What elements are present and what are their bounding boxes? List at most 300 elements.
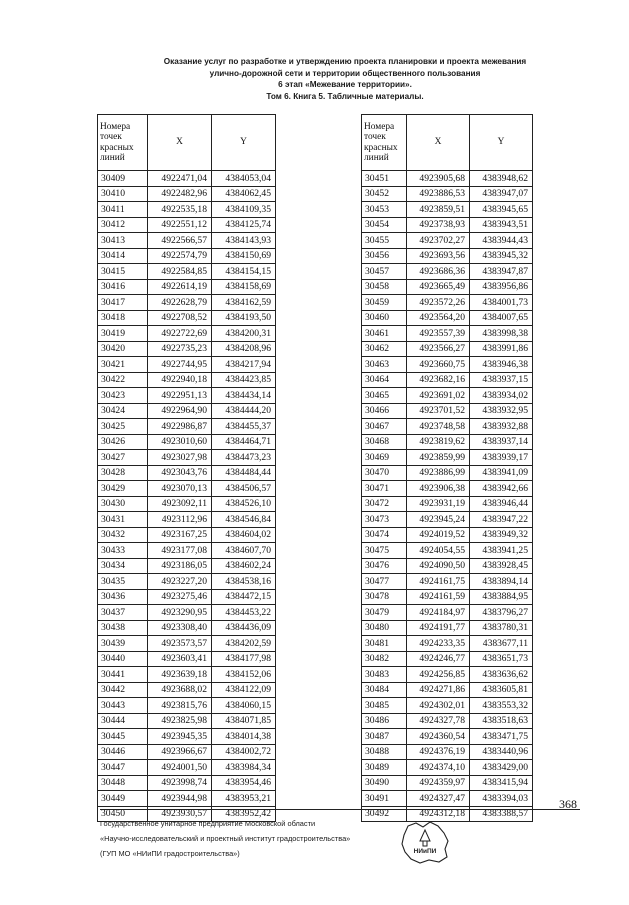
table-row <box>362 543 533 559</box>
cell-y-coordinate: 4384436,09 <box>212 620 276 636</box>
table-row <box>98 527 276 543</box>
cell-y-coordinate: 4383429,00 <box>470 760 533 776</box>
cell-x-coordinate: 4923564,20 <box>407 310 470 326</box>
coordinates-table-right <box>361 114 533 822</box>
table-row <box>98 543 276 559</box>
table-row <box>98 775 276 791</box>
cell-y-coordinate: 4383651,73 <box>470 651 533 667</box>
cell-point-number: 30416 <box>98 279 148 295</box>
column-header-y: Y <box>212 115 276 171</box>
table-row <box>98 744 276 760</box>
cell-point-number: 30426 <box>98 434 148 450</box>
table-row <box>362 512 533 528</box>
table-row <box>362 713 533 729</box>
cell-y-coordinate: 4383937,15 <box>470 372 533 388</box>
cell-x-coordinate: 4922735,23 <box>148 341 212 357</box>
cell-y-coordinate: 4383956,86 <box>470 279 533 295</box>
cell-point-number: 30423 <box>98 388 148 404</box>
table-row <box>98 450 276 466</box>
cell-x-coordinate: 4924191,77 <box>407 620 470 636</box>
table-row <box>98 341 276 357</box>
cell-x-coordinate: 4923660,75 <box>407 357 470 373</box>
cell-y-coordinate: 4383932,95 <box>470 403 533 419</box>
cell-point-number: 30410 <box>98 186 148 202</box>
table-row <box>98 574 276 590</box>
header-line-4: Том 6. Книга 5. Табличные материалы. <box>266 91 424 101</box>
cell-x-coordinate: 4923043,76 <box>148 465 212 481</box>
cell-y-coordinate: 4383636,62 <box>470 667 533 683</box>
cell-x-coordinate: 4924256,85 <box>407 667 470 683</box>
cell-point-number: 30482 <box>362 651 407 667</box>
cell-x-coordinate: 4923027,98 <box>148 450 212 466</box>
cell-point-number: 30420 <box>98 341 148 357</box>
cell-point-number: 30452 <box>362 186 407 202</box>
cell-point-number: 30444 <box>98 713 148 729</box>
table-row <box>98 248 276 264</box>
cell-point-number: 30413 <box>98 233 148 249</box>
table-body-right <box>362 171 533 822</box>
header-line-3: 6 этап «Межевание территории». <box>278 80 412 89</box>
cell-x-coordinate: 4923186,05 <box>148 558 212 574</box>
table-row <box>362 465 533 481</box>
table-row <box>98 217 276 233</box>
cell-x-coordinate: 4923966,67 <box>148 744 212 760</box>
cell-y-coordinate: 4383943,51 <box>470 217 533 233</box>
cell-y-coordinate: 4383942,66 <box>470 481 533 497</box>
cell-y-coordinate: 4384071,85 <box>212 713 276 729</box>
cell-point-number: 30415 <box>98 264 148 280</box>
cell-x-coordinate: 4924374,10 <box>407 760 470 776</box>
cell-x-coordinate: 4923603,41 <box>148 651 212 667</box>
cell-y-coordinate: 4383952,42 <box>212 806 276 822</box>
cell-x-coordinate: 4924302,01 <box>407 698 470 714</box>
cell-y-coordinate: 4383796,27 <box>470 605 533 621</box>
cell-y-coordinate: 4383947,87 <box>470 264 533 280</box>
cell-point-number: 30450 <box>98 806 148 822</box>
cell-x-coordinate: 4922722,69 <box>148 326 212 342</box>
cell-point-number: 30487 <box>362 729 407 745</box>
cell-x-coordinate: 4922940,18 <box>148 372 212 388</box>
nipi-logo-icon <box>396 817 454 867</box>
cell-y-coordinate: 4383991,86 <box>470 341 533 357</box>
cell-point-number: 30471 <box>362 481 407 497</box>
cell-point-number: 30429 <box>98 481 148 497</box>
cell-x-coordinate: 4923886,53 <box>407 186 470 202</box>
cell-y-coordinate: 4384484,44 <box>212 465 276 481</box>
table-row <box>98 760 276 776</box>
cell-y-coordinate: 4384455,37 <box>212 419 276 435</box>
table-row <box>362 264 533 280</box>
cell-x-coordinate: 4923308,40 <box>148 620 212 636</box>
cell-y-coordinate: 4384053,04 <box>212 171 276 187</box>
cell-y-coordinate: 4384162,59 <box>212 295 276 311</box>
footer-line-2: «Научно-исследовательский и проектный институт градостроительства» <box>100 834 351 843</box>
cell-x-coordinate: 4924312,18 <box>407 806 470 822</box>
cell-y-coordinate: 4384602,24 <box>212 558 276 574</box>
table-row <box>362 760 533 776</box>
cell-y-coordinate: 4383937,14 <box>470 434 533 450</box>
cell-point-number: 30463 <box>362 357 407 373</box>
cell-x-coordinate: 4922628,79 <box>148 295 212 311</box>
cell-point-number: 30419 <box>98 326 148 342</box>
cell-y-coordinate: 4383946,44 <box>470 496 533 512</box>
table-row <box>362 791 533 807</box>
cell-y-coordinate: 4383941,09 <box>470 465 533 481</box>
cell-y-coordinate: 4383884,95 <box>470 589 533 605</box>
cell-point-number: 30480 <box>362 620 407 636</box>
cell-point-number: 30479 <box>362 605 407 621</box>
cell-point-number: 30425 <box>98 419 148 435</box>
cell-y-coordinate: 4384109,35 <box>212 202 276 218</box>
table-row <box>362 279 533 295</box>
cell-point-number: 30492 <box>362 806 407 822</box>
table-row <box>98 465 276 481</box>
cell-x-coordinate: 4922551,12 <box>148 217 212 233</box>
cell-point-number: 30433 <box>98 543 148 559</box>
cell-y-coordinate: 4383471,75 <box>470 729 533 745</box>
table-row <box>362 403 533 419</box>
cell-y-coordinate: 4384472,15 <box>212 589 276 605</box>
cell-x-coordinate: 4923886,99 <box>407 465 470 481</box>
table-row <box>362 558 533 574</box>
table-row <box>98 512 276 528</box>
cell-x-coordinate: 4922574,79 <box>148 248 212 264</box>
cell-y-coordinate: 4383998,38 <box>470 326 533 342</box>
column-header-x: X <box>407 115 470 171</box>
cell-point-number: 30421 <box>98 357 148 373</box>
cell-point-number: 30443 <box>98 698 148 714</box>
cell-point-number: 30455 <box>362 233 407 249</box>
cell-y-coordinate: 4384607,70 <box>212 543 276 559</box>
cell-x-coordinate: 4922708,52 <box>148 310 212 326</box>
cell-y-coordinate: 4383780,31 <box>470 620 533 636</box>
table-row <box>362 248 533 264</box>
cell-y-coordinate: 4384143,93 <box>212 233 276 249</box>
cell-y-coordinate: 4383946,38 <box>470 357 533 373</box>
cell-point-number: 30464 <box>362 372 407 388</box>
table-row <box>98 698 276 714</box>
cell-x-coordinate: 4923691,02 <box>407 388 470 404</box>
cell-x-coordinate: 4922744,95 <box>148 357 212 373</box>
cell-x-coordinate: 4923070,13 <box>148 481 212 497</box>
cell-y-coordinate: 4383928,45 <box>470 558 533 574</box>
table-row <box>98 186 276 202</box>
cell-x-coordinate: 4923859,51 <box>407 202 470 218</box>
cell-point-number: 30483 <box>362 667 407 683</box>
cell-point-number: 30441 <box>98 667 148 683</box>
cell-y-coordinate: 4383945,32 <box>470 248 533 264</box>
table-row <box>98 419 276 435</box>
cell-point-number: 30489 <box>362 760 407 776</box>
table-row <box>98 388 276 404</box>
cell-y-coordinate: 4383394,03 <box>470 791 533 807</box>
cell-y-coordinate: 4384125,74 <box>212 217 276 233</box>
cell-x-coordinate: 4924184,97 <box>407 605 470 621</box>
table-row <box>98 620 276 636</box>
table-row <box>362 171 533 187</box>
cell-y-coordinate: 4384604,02 <box>212 527 276 543</box>
cell-y-coordinate: 4384546,84 <box>212 512 276 528</box>
cell-point-number: 30467 <box>362 419 407 435</box>
cell-y-coordinate: 4384473,23 <box>212 450 276 466</box>
cell-y-coordinate: 4384423,85 <box>212 372 276 388</box>
cell-point-number: 30476 <box>362 558 407 574</box>
table-row <box>98 171 276 187</box>
column-header-y: Y <box>470 115 533 171</box>
cell-y-coordinate: 4383932,88 <box>470 419 533 435</box>
table-row <box>362 233 533 249</box>
cell-point-number: 30458 <box>362 279 407 295</box>
cell-y-coordinate: 4384122,09 <box>212 682 276 698</box>
cell-x-coordinate: 4922584,85 <box>148 264 212 280</box>
cell-point-number: 30473 <box>362 512 407 528</box>
cell-y-coordinate: 4384060,15 <box>212 698 276 714</box>
cell-point-number: 30422 <box>98 372 148 388</box>
cell-point-number: 30437 <box>98 605 148 621</box>
cell-x-coordinate: 4922951,13 <box>148 388 212 404</box>
cell-point-number: 30460 <box>362 310 407 326</box>
cell-y-coordinate: 4384177,98 <box>212 651 276 667</box>
cell-point-number: 30453 <box>362 202 407 218</box>
cell-x-coordinate: 4923998,74 <box>148 775 212 791</box>
cell-x-coordinate: 4923092,11 <box>148 496 212 512</box>
footer-divider <box>100 809 580 810</box>
table-row <box>362 682 533 698</box>
cell-y-coordinate: 4384538,16 <box>212 574 276 590</box>
cell-x-coordinate: 4923665,49 <box>407 279 470 295</box>
cell-point-number: 30466 <box>362 403 407 419</box>
cell-x-coordinate: 4923945,24 <box>407 512 470 528</box>
table-row <box>98 636 276 652</box>
cell-y-coordinate: 4383948,62 <box>470 171 533 187</box>
cell-x-coordinate: 4924161,75 <box>407 574 470 590</box>
table-row <box>362 372 533 388</box>
cell-point-number: 30470 <box>362 465 407 481</box>
column-header-point: Номера точек красных линий <box>362 115 407 171</box>
cell-point-number: 30436 <box>98 589 148 605</box>
cell-x-coordinate: 4922471,04 <box>148 171 212 187</box>
table-row <box>362 217 533 233</box>
document-footer <box>100 816 420 861</box>
cell-point-number: 30474 <box>362 527 407 543</box>
table-row <box>362 729 533 745</box>
cell-y-coordinate: 4383605,81 <box>470 682 533 698</box>
cell-point-number: 30461 <box>362 326 407 342</box>
table-row <box>98 372 276 388</box>
cell-y-coordinate: 4383553,32 <box>470 698 533 714</box>
cell-y-coordinate: 4383440,96 <box>470 744 533 760</box>
table-row <box>362 527 533 543</box>
table-row <box>362 357 533 373</box>
cell-x-coordinate: 4923688,02 <box>148 682 212 698</box>
table-row <box>362 667 533 683</box>
cell-point-number: 30485 <box>362 698 407 714</box>
cell-y-coordinate: 4383934,02 <box>470 388 533 404</box>
table-row <box>98 605 276 621</box>
coordinates-table-left <box>97 114 276 822</box>
cell-y-coordinate: 4383945,65 <box>470 202 533 218</box>
cell-y-coordinate: 4383939,17 <box>470 450 533 466</box>
logo-text: НИиПИ <box>413 848 437 855</box>
cell-x-coordinate: 4923557,39 <box>407 326 470 342</box>
cell-y-coordinate: 4384506,57 <box>212 481 276 497</box>
cell-x-coordinate: 4922964,90 <box>148 403 212 419</box>
cell-x-coordinate: 4924019,52 <box>407 527 470 543</box>
cell-point-number: 30472 <box>362 496 407 512</box>
cell-point-number: 30448 <box>98 775 148 791</box>
cell-point-number: 30447 <box>98 760 148 776</box>
cell-point-number: 30478 <box>362 589 407 605</box>
cell-x-coordinate: 4923945,35 <box>148 729 212 745</box>
table-row <box>98 233 276 249</box>
cell-x-coordinate: 4923693,56 <box>407 248 470 264</box>
table-body-left <box>98 171 276 822</box>
cell-point-number: 30412 <box>98 217 148 233</box>
table-row <box>362 310 533 326</box>
cell-point-number: 30446 <box>98 744 148 760</box>
table-row <box>98 558 276 574</box>
table-row <box>362 775 533 791</box>
cell-point-number: 30409 <box>98 171 148 187</box>
table-row <box>362 186 533 202</box>
table-row <box>362 388 533 404</box>
table-row <box>98 651 276 667</box>
table-row <box>362 450 533 466</box>
table-row <box>98 434 276 450</box>
footer-line-3: (ГУП МО «НИиПИ градостроительства») <box>100 849 240 858</box>
cell-point-number: 30440 <box>98 651 148 667</box>
cell-point-number: 30456 <box>362 248 407 264</box>
table-row <box>362 605 533 621</box>
cell-x-coordinate: 4923572,26 <box>407 295 470 311</box>
cell-point-number: 30481 <box>362 636 407 652</box>
table-row <box>98 357 276 373</box>
cell-y-coordinate: 4384014,38 <box>212 729 276 745</box>
table-row <box>98 326 276 342</box>
cell-x-coordinate: 4923815,76 <box>148 698 212 714</box>
table-row <box>362 295 533 311</box>
table-row <box>98 310 276 326</box>
cell-point-number: 30486 <box>362 713 407 729</box>
cell-point-number: 30435 <box>98 574 148 590</box>
table-row <box>98 481 276 497</box>
table-row <box>98 667 276 683</box>
cell-x-coordinate: 4923167,25 <box>148 527 212 543</box>
table-row <box>98 403 276 419</box>
cell-point-number: 30430 <box>98 496 148 512</box>
document-header <box>110 56 580 102</box>
cell-point-number: 30428 <box>98 465 148 481</box>
table-row <box>98 202 276 218</box>
cell-x-coordinate: 4923819,62 <box>407 434 470 450</box>
cell-point-number: 30438 <box>98 620 148 636</box>
cell-point-number: 30484 <box>362 682 407 698</box>
header-line-1: Оказание услуг по разработке и утверждению проекта планировки и проекта межевания <box>163 57 527 66</box>
cell-y-coordinate: 4384150,69 <box>212 248 276 264</box>
cell-point-number: 30432 <box>98 527 148 543</box>
cell-point-number: 30477 <box>362 574 407 590</box>
cell-y-coordinate: 4384217,94 <box>212 357 276 373</box>
cell-point-number: 30427 <box>98 450 148 466</box>
cell-y-coordinate: 4384193,50 <box>212 310 276 326</box>
cell-x-coordinate: 4924376,19 <box>407 744 470 760</box>
cell-x-coordinate: 4923275,46 <box>148 589 212 605</box>
table-row <box>362 651 533 667</box>
table-row <box>362 434 533 450</box>
cell-point-number: 30434 <box>98 558 148 574</box>
cell-point-number: 30475 <box>362 543 407 559</box>
cell-y-coordinate: 4383518,63 <box>470 713 533 729</box>
table-row <box>98 589 276 605</box>
table-row <box>362 419 533 435</box>
cell-y-coordinate: 4384154,15 <box>212 264 276 280</box>
cell-x-coordinate: 4923944,98 <box>148 791 212 807</box>
cell-y-coordinate: 4384200,31 <box>212 326 276 342</box>
cell-point-number: 30457 <box>362 264 407 280</box>
cell-y-coordinate: 4384444,20 <box>212 403 276 419</box>
cell-x-coordinate: 4923738,93 <box>407 217 470 233</box>
cell-y-coordinate: 4383388,57 <box>470 806 533 822</box>
cell-x-coordinate: 4923290,95 <box>148 605 212 621</box>
table-row <box>362 481 533 497</box>
cell-x-coordinate: 4924360,54 <box>407 729 470 745</box>
table-row <box>362 341 533 357</box>
cell-x-coordinate: 4924161,59 <box>407 589 470 605</box>
column-header-point: Номера точек красных линий <box>98 115 148 171</box>
table-row <box>362 698 533 714</box>
cell-x-coordinate: 4923748,58 <box>407 419 470 435</box>
cell-x-coordinate: 4923930,57 <box>148 806 212 822</box>
cell-y-coordinate: 4384453,22 <box>212 605 276 621</box>
cell-x-coordinate: 4924001,50 <box>148 760 212 776</box>
table-row <box>362 636 533 652</box>
cell-point-number: 30417 <box>98 295 148 311</box>
cell-y-coordinate: 4383984,34 <box>212 760 276 776</box>
header-line-2: улично-дорожной сети и территории общественного пользования <box>209 68 481 78</box>
cell-point-number: 30418 <box>98 310 148 326</box>
table-row <box>362 326 533 342</box>
cell-point-number: 30488 <box>362 744 407 760</box>
cell-y-coordinate: 4384158,69 <box>212 279 276 295</box>
cell-point-number: 30491 <box>362 791 407 807</box>
table-row <box>362 574 533 590</box>
table-header-row <box>98 115 276 171</box>
cell-point-number: 30424 <box>98 403 148 419</box>
table-row <box>362 496 533 512</box>
cell-x-coordinate: 4922986,87 <box>148 419 212 435</box>
cell-x-coordinate: 4924246,77 <box>407 651 470 667</box>
cell-y-coordinate: 4384434,14 <box>212 388 276 404</box>
cell-x-coordinate: 4923906,38 <box>407 481 470 497</box>
cell-x-coordinate: 4922614,19 <box>148 279 212 295</box>
cell-point-number: 30431 <box>98 512 148 528</box>
cell-y-coordinate: 4383941,25 <box>470 543 533 559</box>
cell-x-coordinate: 4923010,60 <box>148 434 212 450</box>
cell-point-number: 30465 <box>362 388 407 404</box>
table-row <box>98 682 276 698</box>
cell-y-coordinate: 4384152,06 <box>212 667 276 683</box>
cell-x-coordinate: 4923686,36 <box>407 264 470 280</box>
cell-y-coordinate: 4384526,10 <box>212 496 276 512</box>
cell-x-coordinate: 4923931,19 <box>407 496 470 512</box>
table-row <box>362 202 533 218</box>
table-row <box>98 264 276 280</box>
footer-line-1: Государственное унитарное предприятие Московской области <box>100 819 316 828</box>
cell-x-coordinate: 4923177,08 <box>148 543 212 559</box>
table-row <box>362 589 533 605</box>
cell-x-coordinate: 4923905,68 <box>407 171 470 187</box>
cell-x-coordinate: 4922535,18 <box>148 202 212 218</box>
